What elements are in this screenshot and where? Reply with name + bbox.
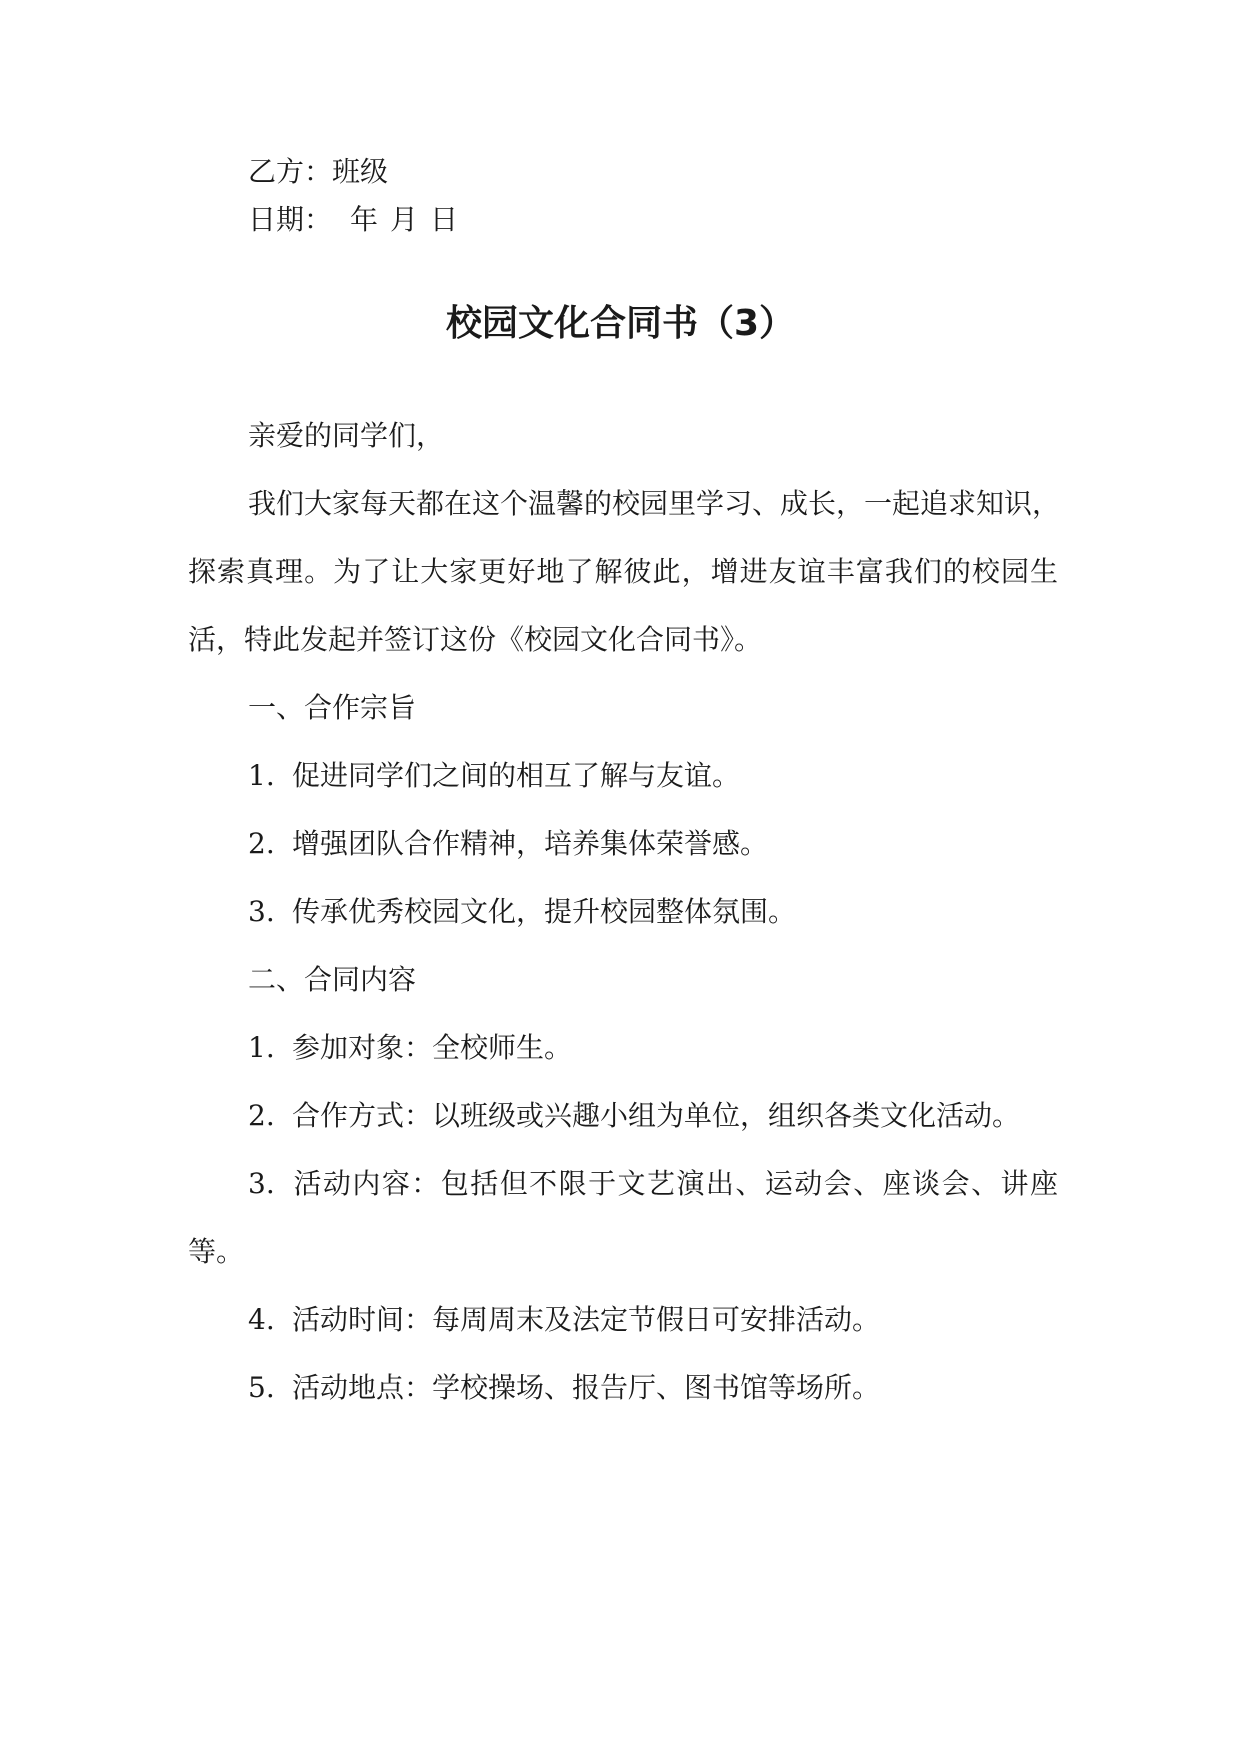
section-1-heading: 一、合作宗旨 — [248, 691, 417, 724]
list-item — [248, 824, 1118, 864]
list-item — [248, 1028, 1118, 1068]
date-month: 月 — [390, 203, 419, 236]
list-item-text: 活动内容：包括但不限于文艺演出、运动会、座谈会、讲座 — [292, 1167, 1058, 1200]
list-item-number: 3. — [248, 1167, 275, 1200]
list-item-text: 活动时间：每周周末及法定节假日可安排活动。 — [292, 1303, 881, 1336]
party-b-line: 乙方：班级 — [248, 155, 389, 188]
document-title: 校园文化合同书（3） — [445, 303, 796, 344]
list-item — [248, 756, 1118, 796]
date-line — [248, 200, 1118, 240]
list-item — [248, 1164, 1058, 1204]
list-item-number: 5. — [248, 1371, 275, 1404]
list-item-text: 促进同学们之间的相互了解与友谊。 — [292, 759, 741, 792]
list-item-number: 1. — [248, 1031, 275, 1064]
list-item-number: 2. — [248, 1099, 275, 1132]
section-2-heading: 二、合同内容 — [248, 963, 417, 996]
greeting: 亲爱的同学们， — [248, 419, 445, 452]
list-item — [248, 892, 1118, 932]
date-day: 日 — [430, 203, 459, 236]
list-item — [248, 1096, 1118, 1136]
list-item — [248, 1300, 1118, 1340]
list-item-continuation: 等。 — [188, 1235, 245, 1268]
list-item-text: 传承优秀校园文化，提升校园整体氛围。 — [292, 895, 797, 928]
list-item-number: 2. — [248, 827, 275, 860]
intro-line-2: 探索真理。为了让大家更好地了解彼此，增进友谊丰富我们的校园生 — [188, 555, 1058, 588]
list-item-number: 3. — [248, 895, 275, 928]
list-item-text: 增强团队合作精神，培养集体荣誉感。 — [292, 827, 769, 860]
intro-line-1: 我们大家每天都在这个温馨的校园里学习、成长，一起追求知识， — [248, 487, 1061, 520]
list-item-text: 合作方式：以班级或兴趣小组为单位，组织各类文化活动。 — [292, 1099, 1021, 1132]
list-item-text: 参加对象：全校师生。 — [292, 1031, 573, 1064]
intro-line-3: 活，特此发起并签订这份《校园文化合同书》。 — [188, 623, 763, 656]
list-item — [248, 1368, 1118, 1408]
list-item-number: 1. — [248, 759, 275, 792]
list-item-number: 4. — [248, 1303, 275, 1336]
list-item-text: 活动地点：学校操场、报告厅、图书馆等场所。 — [292, 1371, 881, 1404]
date-label: 日期： — [248, 203, 333, 236]
date-year: 年 — [350, 203, 379, 236]
